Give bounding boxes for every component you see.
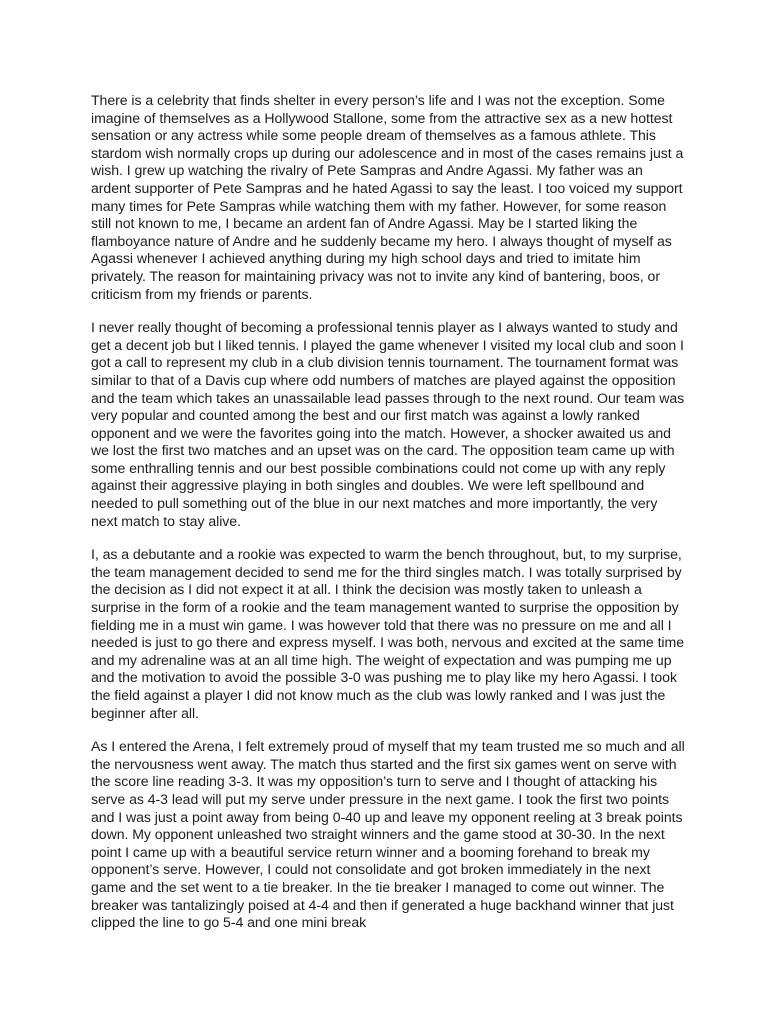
paragraph-2: I never really thought of becoming a professional tennis player as I always wanted to study and get a decent job but I liked tennis. I played the game whenever I visited my local club and soon I got a call to represent my club in a club division tennis tournament. The tournament format was similar to that of a Davis cup where odd numbers of matches are played against the opposition and the team which takes an unassailable lead passes through to the next round. Our team was very popular and counted among the best and our first match was against a lowly ranked opponent and we were the favorites going into the match. However, a shocker awaited us and we lost the first two matches and an upset was on the card. The opposition team came up with some enthralling tennis and our best possible combinations could not come up with any reply against their aggressive playing in both singles and doubles. We were left spellbound and needed to pull something out of the blue in our next matches and more importantly, the very next match to stay alive. <box>91 319 685 529</box>
paragraph-4: As I entered the Arena, I felt extremely proud of myself that my team trusted me so much and all the nervousness went away. The match thus started and the first six games went on serve with the score line reading 3-3. It was my opposition’s turn to serve and I thought of attacking his serve as 4-3 lead will put my serve under pressure in the next game. I took the first two points and I was just a point away from being 0-40 up and leave my opponent reeling at 3 break points down. My opponent unleashed two straight winners and the game stood at 30-30. In the next point I came up with a beautiful service return winner and a booming forehand to break my opponent’s serve. However, I could not consolidate and got broken immediately in the next game and the set went to a tie breaker. In the tie breaker I managed to come out winner. The breaker was tantalizingly poised at 4-4 and then if generated a huge backhand winner that just clipped the line to go 5-4 and one mini break <box>91 738 685 931</box>
paragraph-3: I, as a debutante and a rookie was expected to warm the bench throughout, but, to my surprise, the team management decided to send me for the third singles match. I was totally surprised by the decision as I did not expect it at all. I think the decision was mostly taken to unleash a surprise in the form of a rookie and the team management wanted to surprise the opposition by fielding me in a must win game. I was however told that there was no pressure on me and all I needed is just to go there and express myself. I was both, nervous and excited at the same time and my adrenaline was at an all time high. The weight of expectation and was pumping me up and the motivation to avoid the possible 3-0 was pushing me to play like my hero Agassi. I took the field against a player I did not know much as the club was lowly ranked and I was just the beginner after all. <box>91 546 684 721</box>
document-page <box>91 92 685 948</box>
paragraph-1: There is a celebrity that finds shelter in every person’s life and I was not the exception. Some imagine of themselves as a Hollywood Stallone, some from the attractive sex as a new hottest sensation or any actress while some people dream of themselves as a famous athlete. This stardom wish normally crops up during our adolescence and in most of the cases remains just a wish. I grew up watching the rivalry of Pete Sampras and Andre Agassi. My father was an ardent supporter of Pete Sampras and he hated Agassi to say the least. I too voiced my support many times for Pete Sampras while watching them with my father. However, for some reason still not known to me, I became an ardent fan of Andre Agassi. May be I started liking the flamboyance nature of Andre and he suddenly became my hero. I always thought of myself as Agassi whenever I achieved anything during my high school days and tried to imitate him privately. The reason for maintaining privacy was not to invite any kind of bantering, boos, or criticism from my friends or parents. <box>91 92 684 302</box>
